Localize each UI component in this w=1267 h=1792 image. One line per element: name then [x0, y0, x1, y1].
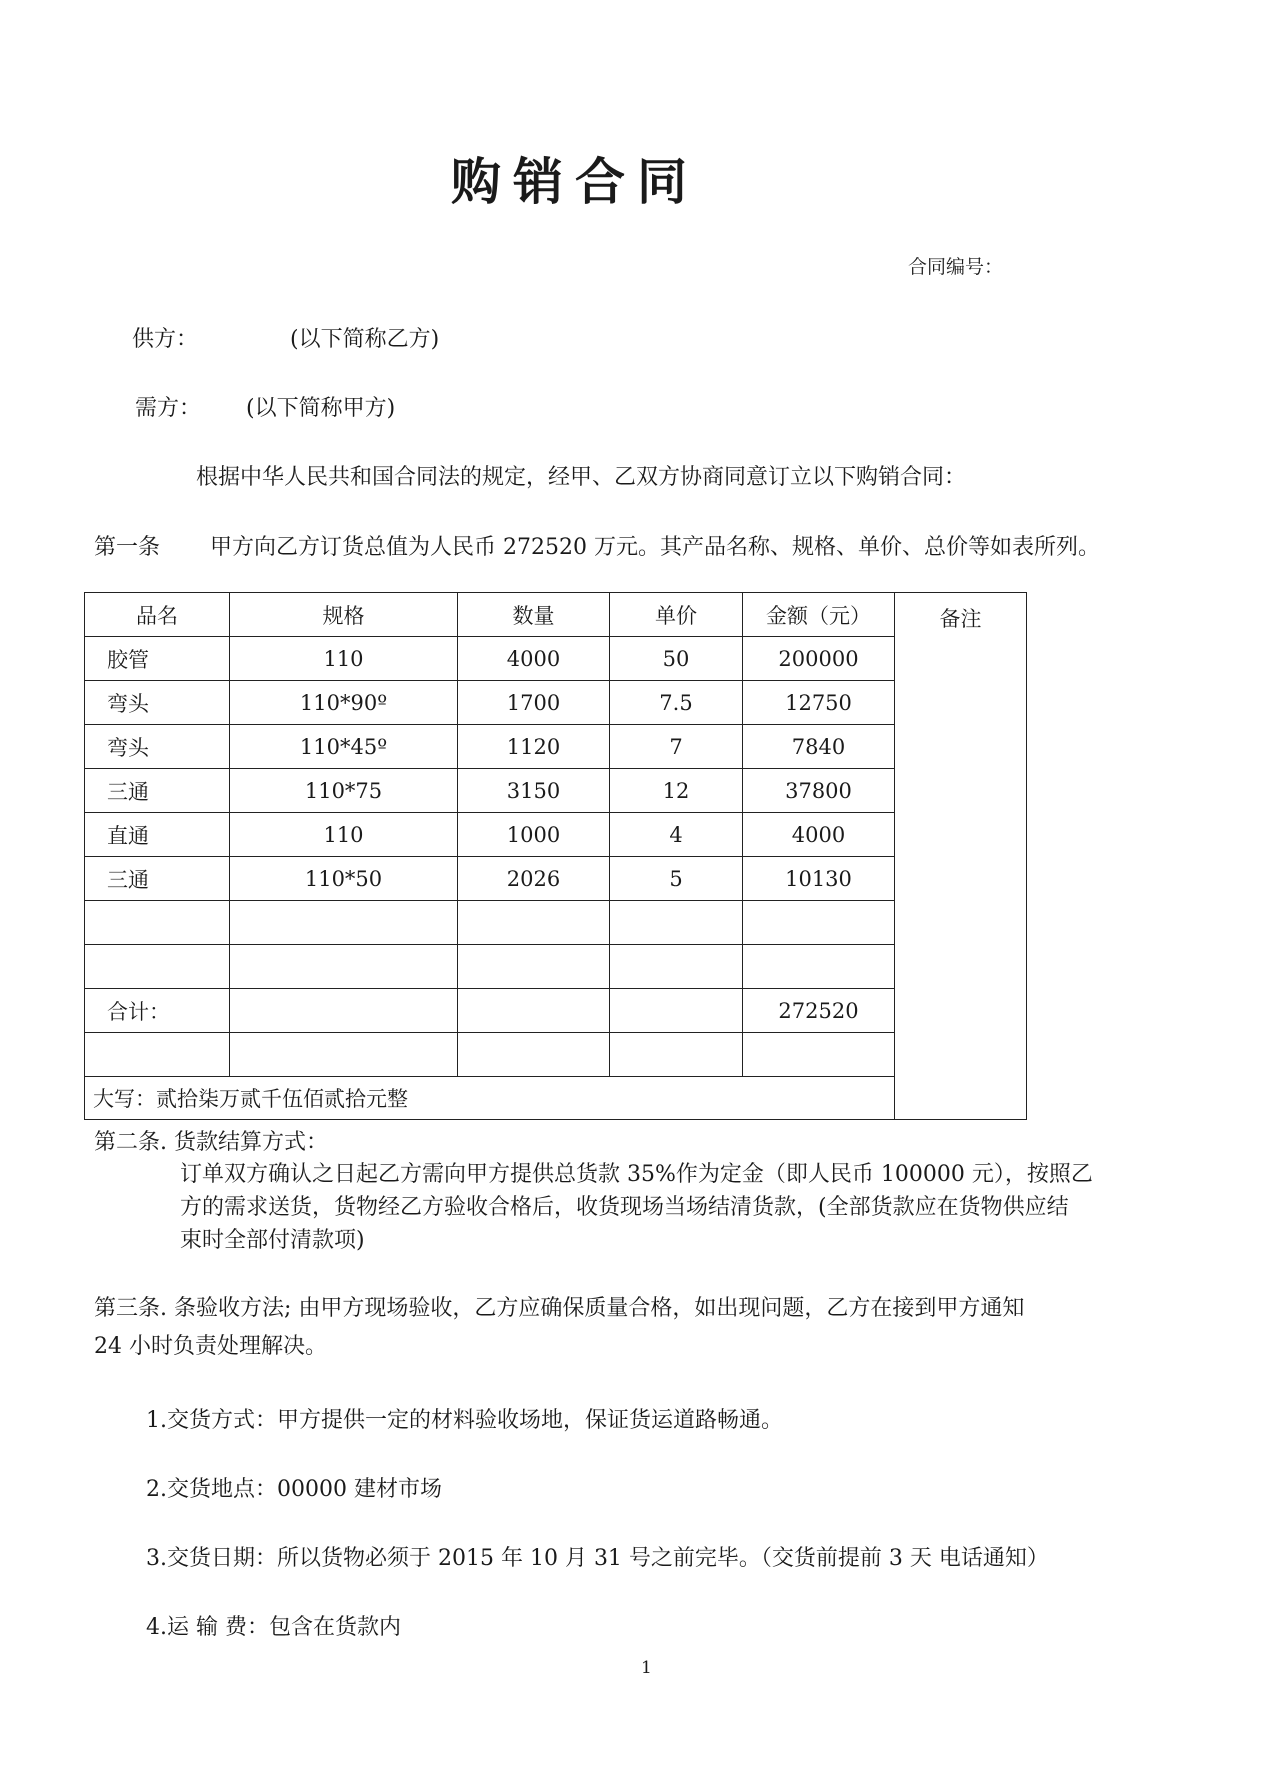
article3-line-1: 第三条. 条验收方法; 由甲方现场验收，乙方应确保质量合格，如出现问题，乙方在接到甲方通知 — [94, 1296, 1025, 1321]
supplier-label: 供方： — [132, 327, 199, 352]
header-cell: 品名 — [85, 593, 230, 637]
table-cell: 10130 — [743, 857, 895, 901]
table-cell — [458, 989, 610, 1033]
table-cell — [230, 989, 458, 1033]
delivery-location: 2.交货地点：00000 建材市场 — [146, 1477, 442, 1502]
table-cell: 37800 — [743, 769, 895, 813]
buyer-label: 需方： — [135, 396, 202, 421]
table-cell — [610, 1033, 743, 1077]
delivery-method: 1.交货方式：甲方提供一定的材料验收场地，保证货运道路畅通。 — [146, 1408, 783, 1433]
article1-heading: 第一条 — [94, 535, 161, 560]
table-cell: 110*45º — [230, 725, 458, 769]
table-cell — [743, 945, 895, 989]
table-cell: 胶管 — [85, 637, 230, 681]
table-cell: 4 — [610, 813, 743, 857]
total-label: 合计： — [85, 989, 230, 1033]
table-cell — [85, 1033, 230, 1077]
table-cell: 2026 — [458, 857, 610, 901]
table-total-row — [85, 989, 1027, 1033]
table-cell — [458, 1033, 610, 1077]
article2-heading: 第二条. 货款结算方式： — [94, 1130, 328, 1155]
table-cell — [230, 901, 458, 945]
table-cell — [743, 1033, 895, 1077]
table-cell: 1700 — [458, 681, 610, 725]
table-row — [85, 725, 1027, 769]
table-cell: 弯头 — [85, 681, 230, 725]
article2-line-1: 订单双方确认之日起乙方需向甲方提供总货款 35%作为定金（即人民币 100000 元），按照乙 — [180, 1162, 1093, 1187]
table-cell: 7840 — [743, 725, 895, 769]
amount-in-words-row — [85, 1077, 1027, 1120]
table-row — [85, 901, 1027, 945]
buyer-alias: (以下简称甲方) — [246, 396, 396, 421]
remarks-column: 备注 — [895, 593, 1027, 1120]
table-cell — [85, 945, 230, 989]
table-cell: 110*90º — [230, 681, 458, 725]
table-cell: 4000 — [743, 813, 895, 857]
table-cell: 1000 — [458, 813, 610, 857]
table-cell: 50 — [610, 637, 743, 681]
table-cell — [458, 945, 610, 989]
total-amount: 272520 — [743, 989, 895, 1033]
table-cell: 12750 — [743, 681, 895, 725]
contract-number-label: 合同编号： — [908, 256, 1004, 278]
table-cell: 弯头 — [85, 725, 230, 769]
table-cell: 7.5 — [610, 681, 743, 725]
article3-line-2: 24 小时负责处理解决。 — [94, 1334, 327, 1359]
amount-in-words: 大写：贰拾柒万贰千伍佰贰拾元整 — [85, 1077, 895, 1120]
header-cell: 单价 — [610, 593, 743, 637]
table-cell — [743, 901, 895, 945]
table-cell — [610, 989, 743, 1033]
table-cell: 三通 — [85, 857, 230, 901]
page-number: 1 — [641, 1658, 652, 1678]
article2-line-3: 束时全部付清款项) — [180, 1228, 365, 1253]
table-cell: 110*50 — [230, 857, 458, 901]
goods-table — [84, 592, 1027, 1120]
delivery-date: 3.交货日期：所以货物必须于 2015 年 10 月 31 号之前完毕。（交货前提前 3 天 电话通知） — [146, 1546, 1049, 1571]
table-cell: 110*75 — [230, 769, 458, 813]
table-row — [85, 857, 1027, 901]
table-cell — [610, 901, 743, 945]
article1-text: 甲方向乙方订货总值为人民币 272520 万元。其产品名称、规格、单价、总价等如表所列。 — [210, 535, 1100, 560]
table-cell: 110 — [230, 813, 458, 857]
table-row — [85, 1033, 1027, 1077]
table-cell: 4000 — [458, 637, 610, 681]
table-cell: 7 — [610, 725, 743, 769]
table-header-row — [85, 593, 1027, 637]
table-cell: 1120 — [458, 725, 610, 769]
table-cell — [230, 1033, 458, 1077]
table-cell — [458, 901, 610, 945]
page-title: 购销合同 — [451, 153, 699, 211]
table-row — [85, 769, 1027, 813]
table-row — [85, 813, 1027, 857]
table-cell: 200000 — [743, 637, 895, 681]
table-cell: 5 — [610, 857, 743, 901]
table-cell: 110 — [230, 637, 458, 681]
transport-fee: 4.运 输 费：包含在货款内 — [146, 1615, 401, 1640]
table-cell: 直通 — [85, 813, 230, 857]
table-cell: 三通 — [85, 769, 230, 813]
table-row — [85, 637, 1027, 681]
header-cell: 金额（元） — [743, 593, 895, 637]
header-cell: 数量 — [458, 593, 610, 637]
table-row — [85, 945, 1027, 989]
table-row — [85, 681, 1027, 725]
table-cell — [85, 901, 230, 945]
intro-paragraph: 根据中华人民共和国合同法的规定，经甲、乙双方协商同意订立以下购销合同： — [196, 465, 967, 490]
table-cell — [230, 945, 458, 989]
table-cell: 12 — [610, 769, 743, 813]
table-cell — [610, 945, 743, 989]
article2-line-2: 方的需求送货，货物经乙方验收合格后，收货现场当场结清货款，(全部货款应在货物供应结 — [180, 1195, 1069, 1220]
header-cell: 规格 — [230, 593, 458, 637]
supplier-alias: (以下简称乙方) — [290, 327, 440, 352]
table-cell: 3150 — [458, 769, 610, 813]
